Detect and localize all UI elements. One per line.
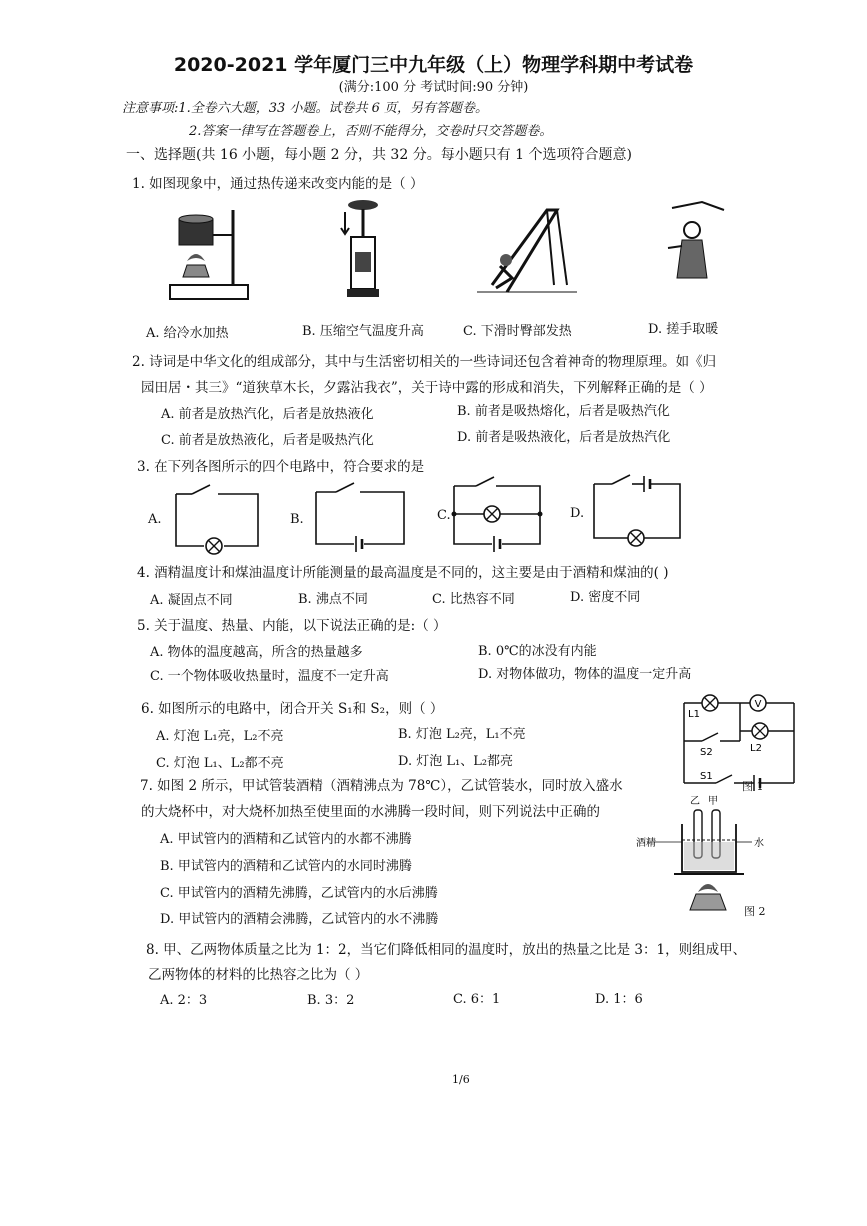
- q6-stem: 6. 如图所示的电路中，闭合开关 S₁和 S₂，则（ ）: [141, 701, 444, 717]
- q7-option-b: B. 甲试管内的酒精和乙试管内的水同时沸腾: [160, 859, 412, 874]
- alcohol-label: 酒精: [636, 838, 656, 849]
- switch-s2-label: S2: [700, 747, 713, 758]
- q3-option-d-label: D.: [570, 506, 585, 521]
- q8-option-c: C. 6：1: [453, 992, 501, 1007]
- q3-option-c-label: C.: [437, 508, 451, 523]
- q6-option-a: A. 灯泡 L₁亮，L₂不亮: [156, 729, 284, 744]
- q7-stem-line-2: 的大烧杯中，对大烧杯加热至使里面的水沸腾一段时间，则下列说法中正确的: [141, 804, 600, 820]
- q1-option-b: B. 压缩空气温度升高: [302, 324, 424, 339]
- q1-fig-a-heating-water: [165, 205, 255, 305]
- page-number: 1/6: [452, 1073, 470, 1086]
- q5-option-d: D. 对物体做功，物体的温度一定升高: [478, 667, 692, 682]
- q1-fig-b-compressing-air: [335, 197, 385, 302]
- q8-option-d: D. 1：6: [595, 992, 643, 1007]
- q7-option-a: A. 甲试管内的酒精和乙试管内的水都不沸腾: [160, 832, 412, 847]
- q1-fig-d-rubbing-hands: [662, 198, 732, 288]
- score-and-time: (满分:100 分 考试时间:90 分钟): [338, 80, 529, 95]
- q5-option-c: C. 一个物体吸收热量时，温度不一定升高: [150, 669, 389, 684]
- q3-stem: 3. 在下列各图所示的四个电路中，符合要求的是: [137, 459, 425, 475]
- q3-circuit-c: [450, 472, 545, 552]
- notice-line-2: 2.答案一律写在答题卷上，否则不能得分，交卷时只交答题卷。: [189, 124, 553, 139]
- q2-option-b: B. 前者是吸热熔化，后者是吸热汽化: [457, 404, 670, 419]
- q4-option-a: A. 凝固点不同: [150, 593, 233, 608]
- q6-circuit-figure: [676, 685, 801, 795]
- q3-circuit-d: [588, 470, 688, 550]
- q8-option-b: B. 3：2: [307, 993, 355, 1008]
- q1-option-c: C. 下滑时臀部发热: [463, 324, 572, 339]
- q7-option-d: D. 甲试管内的酒精会沸腾，乙试管内的水不沸腾: [160, 912, 439, 927]
- q8-stem-line-1: 8. 甲、乙两物体质量之比为 1：2，当它们降低相同的温度时，放出的热量之比是 3：1，则组成甲、: [146, 942, 747, 958]
- q1-option-d: D. 搓手取暖: [648, 322, 719, 337]
- lamp-l1-label: L1: [688, 709, 700, 720]
- voltmeter-label: V: [754, 699, 762, 710]
- q5-stem: 5. 关于温度、热量、内能，以下说法正确的是:（ ）: [137, 618, 447, 634]
- q4-option-d: D. 密度不同: [570, 590, 641, 605]
- figure-2-label: 图 2: [744, 905, 766, 918]
- q2-stem-line-2: 园田居・其三》“道狭草木长，夕露沾我衣”，关于诗中露的形成和消失，下列解释正确的是（ ）: [141, 380, 713, 396]
- notice-line-1: 注意事项:1.全卷六大题，33 小题。试卷共 6 页，另有答题卷。: [122, 101, 488, 116]
- q3-circuit-a: [170, 480, 265, 555]
- section-heading: 一、选择题(共 16 小题，每小题 2 分，共 32 分。每小题只有 1 个选项符合题意): [126, 147, 632, 163]
- q1-fig-c-slide: [472, 200, 582, 300]
- q3-option-a-label: A.: [148, 512, 162, 527]
- q2-stem-line-1: 2. 诗词是中华文化的组成部分，其中与生活密切相关的一些诗词还包含着神奇的物理原理。如《归: [132, 354, 717, 370]
- q7-beaker-figure: [632, 790, 767, 920]
- q4-stem: 4. 酒精温度计和煤油温度计所能测量的最高温度是不同的，这主要是由于酒精和煤油的( ): [137, 565, 669, 581]
- q4-option-c: C. 比热容不同: [432, 592, 515, 607]
- page-title: 2020-2021 学年厦门三中九年级（上）物理学科期中考试卷: [173, 54, 694, 76]
- figure-1-label: 图 1: [742, 780, 764, 793]
- q2-option-a: A. 前者是放热汽化，后者是放热液化: [161, 407, 374, 422]
- q2-option-d: D. 前者是吸热液化，后者是放热汽化: [457, 430, 671, 445]
- q5-option-b: B. 0℃的冰没有内能: [478, 644, 597, 659]
- q6-option-c: C. 灯泡 L₁、L₂都不亮: [156, 756, 284, 771]
- q6-option-d: D. 灯泡 L₁、L₂都亮: [398, 754, 514, 769]
- tube-yi-label: 乙: [690, 796, 700, 807]
- q1-option-a: A. 给冷水加热: [146, 326, 229, 341]
- q5-option-a: A. 物体的温度越高，所含的热量越多: [150, 645, 363, 660]
- water-label: 水: [754, 838, 764, 849]
- q4-option-b: B. 沸点不同: [298, 592, 368, 607]
- q3-option-b-label: B.: [290, 512, 304, 527]
- q3-circuit-b: [310, 478, 410, 553]
- lamp-l2-label: L2: [750, 743, 762, 754]
- q7-option-c: C. 甲试管内的酒精先沸腾，乙试管内的水后沸腾: [160, 886, 438, 901]
- q7-stem-line-1: 7. 如图 2 所示，甲试管装酒精（酒精沸点为 78℃），乙试管装水，同时放入盛水: [140, 778, 623, 794]
- q1-stem: 1. 如图现象中，通过热传递来改变内能的是（ ）: [132, 176, 424, 192]
- tube-jia-label: 甲: [708, 796, 718, 807]
- switch-s1-label: S1: [700, 771, 713, 782]
- q8-option-a: A. 2：3: [160, 993, 208, 1008]
- q6-option-b: B. 灯泡 L₂亮，L₁不亮: [398, 727, 526, 742]
- q2-option-c: C. 前者是放热液化，后者是吸热汽化: [161, 433, 374, 448]
- q8-stem-line-2: 乙两物体的材料的比热容之比为（ ）: [148, 967, 369, 983]
